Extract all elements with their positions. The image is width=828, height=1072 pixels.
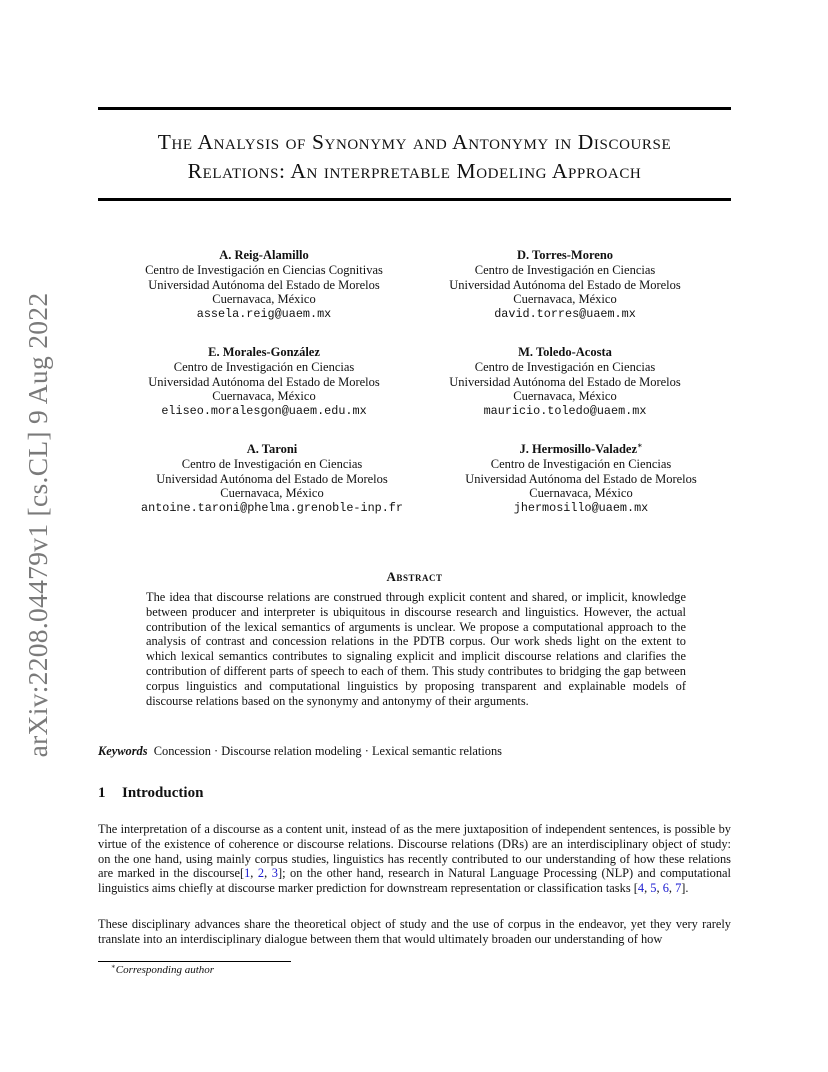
citation-separator: , xyxy=(250,866,258,881)
footnote-rule xyxy=(98,961,291,962)
arxiv-identifier xyxy=(18,290,58,760)
author-affiliation: Centro de Investigación en Ciencias xyxy=(181,456,363,471)
author-name xyxy=(411,442,751,457)
title-bottom-rule xyxy=(98,198,731,201)
body-paragraph xyxy=(98,822,731,896)
author-university: Universidad Autónoma del Estado de Morelos xyxy=(465,471,697,486)
author-email[interactable]: assela.reig@uaem.mx xyxy=(196,307,332,322)
citation-link[interactable]: 2 xyxy=(257,866,265,881)
author-name: E. Morales-González xyxy=(208,345,320,359)
author-affiliation: Centro de Investigación en Ciencias xyxy=(474,262,656,277)
author-university: Universidad Autónoma del Estado de Morelos xyxy=(148,277,380,292)
abstract-heading: Abstract xyxy=(386,569,443,584)
citation-link[interactable]: 5 xyxy=(650,881,657,896)
author-affiliation: Centro de Investigación en Ciencias xyxy=(474,359,656,374)
author-affiliation: Centro de Investigación en Ciencias xyxy=(490,456,672,471)
author-email[interactable]: david.torres@uaem.mx xyxy=(494,307,636,322)
author-university: Universidad Autónoma del Estado de Morelos xyxy=(148,374,380,389)
citation-separator: , xyxy=(668,881,676,896)
paragraph-text: The interpretation of a discourse as a content unit, instead of as the mere juxtaposition of independent sentences, is possible by virtue of the existence of coherence or discourse relations. Discourse relations (DRs) are an interdisciplinary object of study: on the one hand, using mainly corpus studies, linguistics has recently contributed to our understanding of how these relations are marked in the discourse[ xyxy=(98,822,731,881)
citation-separator: , xyxy=(656,881,663,896)
author-email[interactable]: jhermosillo@uaem.mx xyxy=(513,501,649,516)
author-affiliation: Centro de Investigación en Ciencias xyxy=(173,359,355,374)
keywords-text: Concession · Discourse relation modeling · Lexical semantic relations xyxy=(153,744,502,758)
author-name: M. Toledo-Acosta xyxy=(518,345,612,359)
footnote xyxy=(111,964,214,976)
keywords-label: Keywords xyxy=(98,744,148,758)
author-city: Cuernavaca, México xyxy=(212,292,316,307)
author-university: Universidad Autónoma del Estado de Morelos xyxy=(449,374,681,389)
author-block xyxy=(395,248,735,322)
citation-link[interactable]: 3 xyxy=(271,866,278,881)
author-name: A. Reig-Alamillo xyxy=(219,248,309,262)
author-name: A. Taroni xyxy=(246,442,298,456)
author-block xyxy=(395,345,735,419)
arxiv-identifier-text: arXiv:2208.04479v1 [cs.CL] 9 Aug 2022 xyxy=(22,292,53,758)
body-paragraph: These disciplinary advances share the theoretical object of study and the use of corpus in the endeavor, yet they very rarely translate into an interdisciplinary dialogue between them that would ultimately broaden our understanding of how xyxy=(98,917,731,946)
author-block xyxy=(411,442,751,516)
author-email[interactable]: eliseo.moralesgon@uaem.edu.mx xyxy=(161,404,367,419)
keywords xyxy=(98,744,502,759)
citation-link[interactable]: 6 xyxy=(662,881,669,896)
title-line-1: The Analysis of Synonymy and Antonymy in Discourse xyxy=(157,130,672,154)
author-university: Universidad Autónoma del Estado de Morelos xyxy=(156,471,388,486)
section-number: 1 xyxy=(98,785,106,801)
author-city: Cuernavaca, México xyxy=(513,292,617,307)
author-city: Cuernavaca, México xyxy=(529,486,633,501)
author-university: Universidad Autónoma del Estado de Morelos xyxy=(449,277,681,292)
paragraph-text: ]. xyxy=(681,881,689,896)
section-heading xyxy=(98,785,203,802)
citation-separator: , xyxy=(264,866,272,881)
title-top-rule xyxy=(98,107,731,110)
footnote-text: Corresponding author xyxy=(115,964,215,976)
author-affiliation: Centro de Investigación en Ciencias Cognitivas xyxy=(145,262,383,277)
author-email[interactable]: mauricio.toledo@uaem.mx xyxy=(483,404,647,419)
paper-title xyxy=(98,128,731,186)
author-name-text: J. Hermosillo-Valadez xyxy=(519,442,638,456)
author-city: Cuernavaca, México xyxy=(220,486,324,501)
citation-link[interactable]: 7 xyxy=(675,881,682,896)
citation-link[interactable]: 1 xyxy=(244,866,251,881)
author-block xyxy=(94,248,434,322)
author-block xyxy=(94,345,434,419)
author-email[interactable]: antoine.taroni@phelma.grenoble-inp.fr xyxy=(141,501,403,516)
author-block xyxy=(102,442,442,516)
author-name: D. Torres-Moreno xyxy=(516,248,614,262)
section-title: Introduction xyxy=(122,785,204,801)
title-line-2: Relations: An interpretable Modeling Approach xyxy=(187,159,642,183)
abstract-text: The idea that discourse relations are construed through explicit content and shared, or implicit, knowledge between producer and interpreter is ubiquitous in discourse research and linguistics. However, the actual contribution of the lexical semantics of arguments is unclear. We propose a computational approach to the analysis of contrast and concession relations in the PDTB corpus. Our work sheds light on the extent to which lexical semantics contributes to signaling explicit and implicit discourse relations and clarifies the contribution of different parts of speech to each of them. This study contributes to bridging the gap between corpus linguistics and computational linguistics by proposing transparent and explainable models of discourse relations based on the synonymy and antonymy of their arguments. xyxy=(146,590,686,708)
author-city: Cuernavaca, México xyxy=(212,389,316,404)
corresponding-mark: ∗ xyxy=(637,440,643,450)
footnote-mark: ∗ xyxy=(111,962,116,971)
citation-separator: , xyxy=(644,881,651,896)
paragraph-text: ]; on the other hand, research in Natural Language Processing (NLP) and computational linguistics aims chiefly at discourse marker prediction for downstream representation or classification tasks [ xyxy=(98,866,731,896)
citation-link[interactable]: 4 xyxy=(637,881,645,896)
author-city: Cuernavaca, México xyxy=(513,389,617,404)
